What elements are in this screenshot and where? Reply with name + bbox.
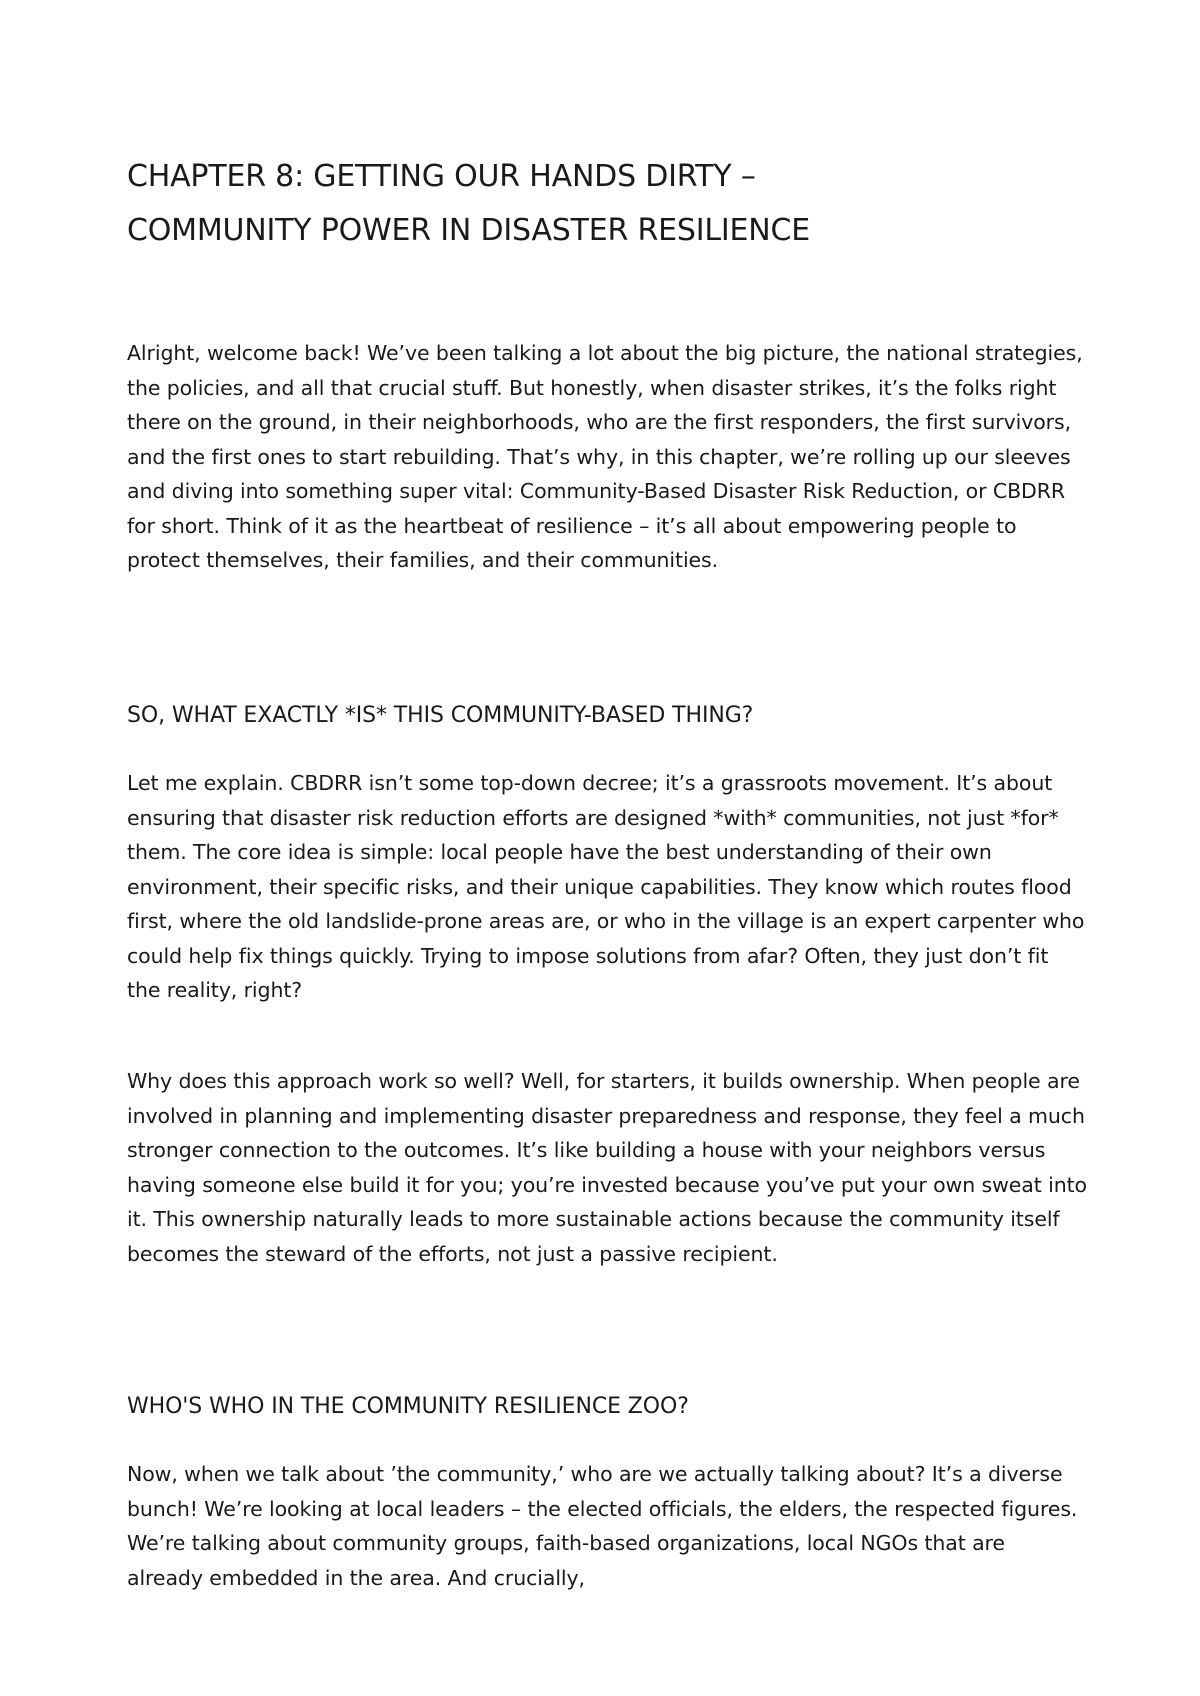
section-whos-who-body [127, 1457, 1087, 1595]
section-heading: SO, WHAT EXACTLY *IS* THIS COMMUNITY-BASED THING? [127, 703, 754, 728]
section-what-is-cbdrr-body [127, 766, 1087, 1008]
chapter-title [127, 150, 1087, 258]
chapter-title-line-2: COMMUNITY POWER IN DISASTER RESILIENCE [127, 213, 811, 248]
intro-section [127, 336, 1087, 578]
section-heading: WHO'S WHO IN THE COMMUNITY RESILIENCE ZOO? [127, 1394, 689, 1419]
section-whos-who [127, 1391, 1087, 1423]
section-what-is-cbdrr [127, 700, 1087, 732]
intro-paragraph: Alright, welcome back! We’ve been talking a lot about the big picture, the national strategies, the policies, and all that crucial stuff. But honestly, when disaster strikes, it’s the folks right there on the ground, in their neighborhoods, who are the first responders, the first survivors, and the first ones to start rebuilding. That’s why, in this chapter, we’re rolling up our sleeves and diving into something super vital: Community-Based Disaster Risk Reduction, or CBDRR for short. Think of it as the heartbeat of resilience – it’s all about empowering people to protect themselves, their families, and their communities. [127, 341, 1083, 572]
body-paragraph: Let me explain. CBDRR isn’t some top-down decree; it’s a grassroots movement. It’s about ensuring that disaster risk reduction efforts are designed *with* communities, not just *for* them. The core idea is simple: local people have the best understanding of their own environment, their specific risks, and their unique capabilities. They know which routes flood first, where the old landslide-prone areas are, or who in the village is an expert carpenter who could help fix things quickly. Trying to impose solutions from afar? Often, they just don’t fit the reality, right? [127, 771, 1085, 1002]
body-paragraph: Why does this approach work so well? Well, for starters, it builds ownership. When people are involved in planning and implementing disaster preparedness and response, they feel a much stronger connection to the outcomes. It’s like building a house with your neighbors versus having someone else build it for you; you’re invested because you’ve put your own sweat into it. This ownership naturally leads to more sustainable actions because the community itself becomes the steward of the efforts, not just a passive recipient. [127, 1069, 1087, 1266]
chapter-title-line-1: CHAPTER 8: GETTING OUR HANDS DIRTY – [127, 159, 756, 194]
section-why-it-works-body [127, 1064, 1087, 1271]
body-paragraph: Now, when we talk about ’the community,’ who are we actually talking about? It’s a diverse bunch! We’re looking at local leaders – the elected officials, the elders, the respected figures. We’re talking about community groups, faith-based organizations, local NGOs that are already embedded in the area. And crucially, [127, 1462, 1078, 1590]
